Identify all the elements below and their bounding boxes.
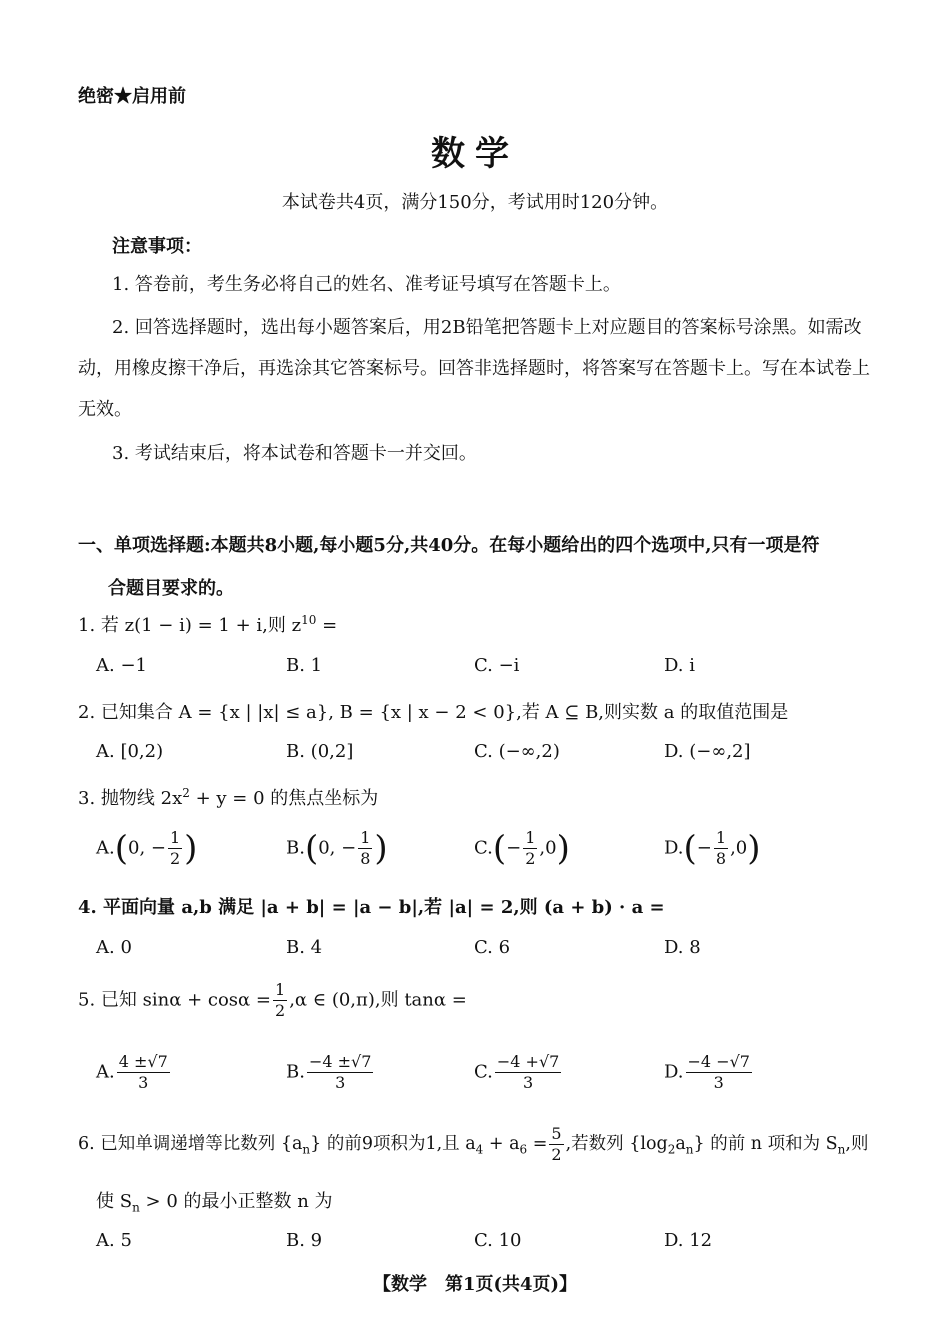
q4-option-d: D. 8: [664, 937, 701, 958]
confidential-label: 绝密★启用前: [78, 86, 186, 107]
q5-option-d: D. $\frac{-4 -√7}{3}$: [664, 1052, 750, 1092]
q2-option-b: B. (0,2]: [286, 741, 354, 762]
section-heading: 一、单项选择题:本题共8小题,每小题5分,共40分。在每小题给出的四个选项中,只有一项是符 合题目要求的。: [78, 535, 820, 599]
q6-option-d: D. 12: [664, 1230, 713, 1251]
note-item-1: 1. 答卷前，考生务必将自己的姓名、准考证号填写在答题卡上。: [112, 274, 621, 295]
question-6-stem-line2: 使 $S_n > 0$ 的最小正整数 n 为: [96, 1191, 333, 1215]
q1-option-d: D. i: [664, 655, 695, 676]
q4-option-a: A. 0: [96, 937, 132, 958]
q5-option-b: B. $\frac{-4 \pm√7}{3}$: [286, 1052, 372, 1092]
exam-info: 本试卷共4页，满分150分，考试用时120分钟。: [281, 192, 669, 213]
q6-option-a: A. 5: [96, 1230, 132, 1251]
note-item-3: 3. 考试结束后，将本试卷和答题卡一并交回。: [112, 443, 477, 464]
question-3-stem: 3. 抛物线 $2x^2 + y = 0$ 的焦点坐标为: [78, 786, 379, 809]
page-footer: 【数学 第1页(共4页)】: [372, 1274, 578, 1295]
page-title: 数学: [431, 134, 519, 174]
note-item-2: 2. 回答选择题时，选出每小题答案后，用2B铅笔把答题卡上对应题目的答案标号涂黑。如需改动，用橡皮擦干净后，再选涂其它答案标号。回答非选择题时，将答案写在答题卡上。写在本试卷上无效。: [78, 317, 870, 420]
q3-option-c: C.(− $\frac{1}{2}$ ,0): [474, 828, 570, 869]
q5-option-a: A. $\frac{4 \pm√7}{3}$: [96, 1052, 168, 1092]
q4-option-c: C. 6: [474, 937, 511, 958]
q2-option-c: C. (−∞,2): [474, 741, 560, 762]
q1-option-a: A. −1: [96, 655, 147, 676]
q3-option-d: D.(− $\frac{1}{8}$ ,0): [664, 828, 761, 869]
q6-option-b: B. 9: [286, 1230, 323, 1251]
question-1-stem: 1. 若 z(1 − i) = 1 + i,则 $z^{10}$ =: [78, 613, 338, 636]
q1-option-c: C. −i: [474, 655, 520, 676]
q1-option-b: B. 1: [286, 655, 323, 676]
q2-option-d: D. (−∞,2]: [664, 741, 751, 762]
q5-option-c: C. $\frac{-4 +√7}{3}$: [474, 1052, 560, 1092]
q3-option-b: B.(0, − $\frac{1}{8}$ ): [286, 828, 388, 869]
q2-option-a: A. [0,2): [96, 741, 164, 762]
q4-option-b: B. 4: [286, 937, 323, 958]
question-5-stem: 5. 已知 sinα + cosα = $\frac{1}{2}$ ,α ∈ (0,π),则 tanα =: [78, 980, 467, 1020]
question-4-stem: 4. 平面向量 a,b 满足 |a + b| = |a − b|,若 |a| = 2,则 (a + b) · a =: [78, 897, 665, 918]
q6-option-c: C. 10: [474, 1230, 522, 1251]
q3-option-a: A.(0, − $\frac{1}{2}$ ): [96, 828, 198, 869]
question-2-stem: 2. 已知集合 A = {x | |x| ≤ a}, B = {x | x − 2 < 0},若 A ⊆ B,则实数 a 的取值范围是: [78, 702, 789, 723]
notes-heading: 注意事项：: [112, 236, 202, 257]
question-6-stem: 6. 已知单调递增等比数列 $\{a_n\}$ 的前9项积为1,且 $a_4 + a_6$ = $\frac{5}{2}$ ,若数列 $\{\log_2a_n\}$ 的前 n 项和为 $S_n$,则: [78, 1124, 869, 1164]
